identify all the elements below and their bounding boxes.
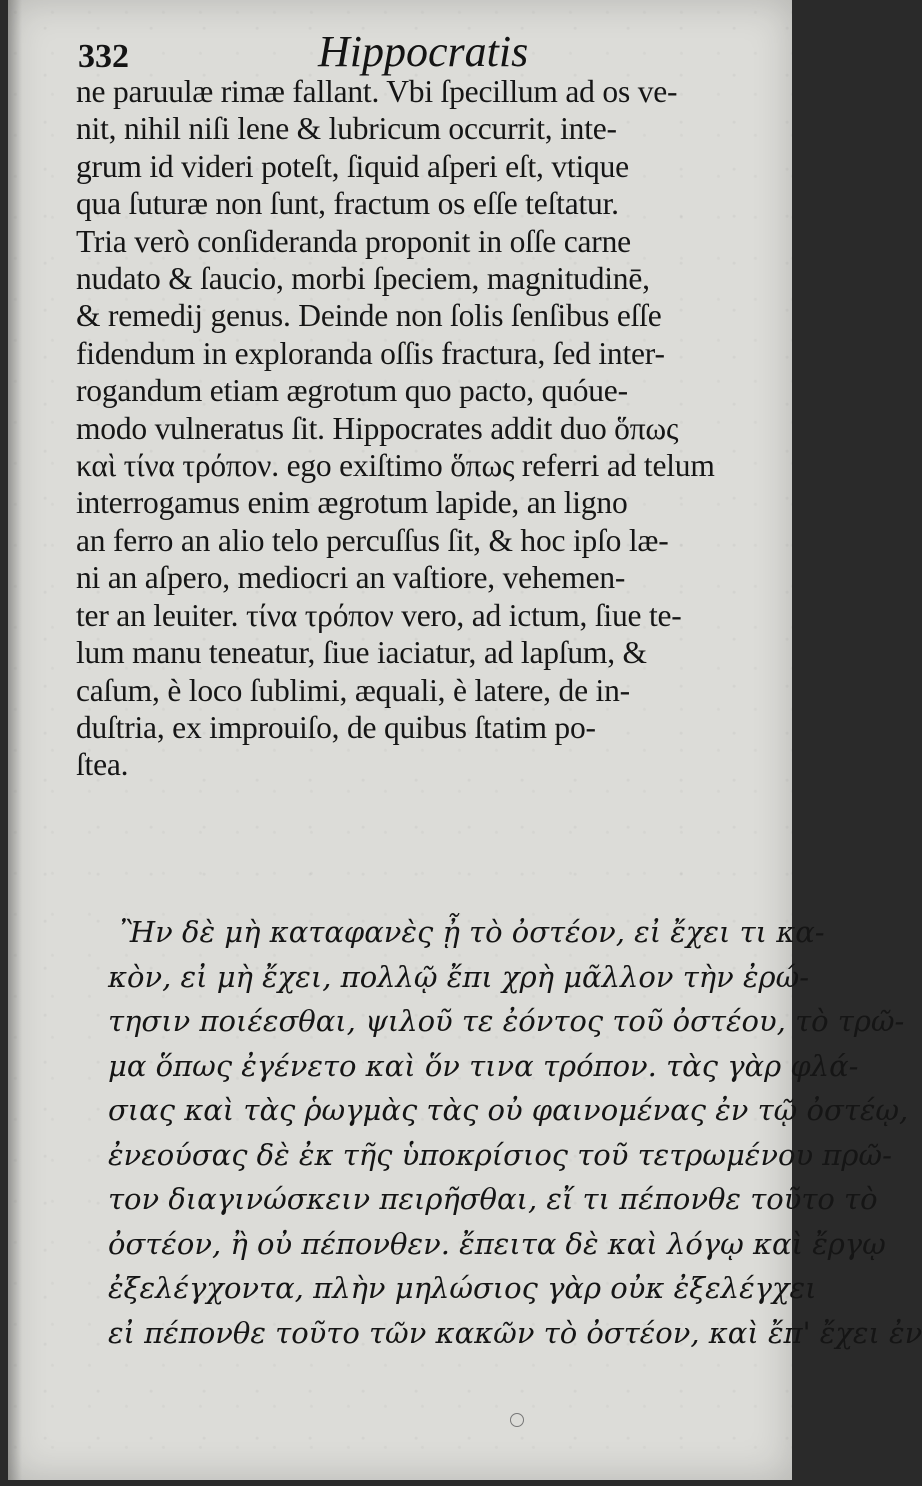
commentary-line: ter an leuiter. τίνα τρόπον vero, ad ictum, ſiue te- <box>76 597 682 633</box>
commentary-line: & remedij genus. Deinde non ſolis ſenſibus eſſe <box>76 298 662 334</box>
greek-line: κὸν, εἰ μὴ ἔχει, πολλῷ ἔπι χρὴ μᾶλλον τὴν ἐρώ- <box>108 959 810 994</box>
paper-blemish-mark <box>510 1413 524 1427</box>
page-header <box>8 18 792 78</box>
greek-line: ἐξελέγχοντα, πλὴν μηλώσιος γὰρ οὐκ ἐξελέγχει <box>108 1271 817 1305</box>
commentary-line: lum manu teneatur, ſiue iaciatur, ad lapſum, & <box>76 635 647 671</box>
binding-shadow <box>8 0 22 1480</box>
greek-line: ὀστέον, ἢ οὐ πέπονθεν. ἔπειτα δὲ καὶ λόγῳ καὶ ἔργῳ <box>108 1226 886 1261</box>
greek-line: τησιν ποιέεσθαι, ψιλοῦ τε ἐόντος τοῦ ὀστέου, τὸ τρῶ- <box>108 1004 905 1038</box>
commentary-line: caſum, è loco ſublimi, æquali, è latere, de in- <box>76 672 630 708</box>
commentary-line: nit, nihil niſi lene & lubricum occurrit, inte- <box>76 111 617 147</box>
greek-line: Ἢν δὲ μὴ καταφανὲς ᾖ τὸ ὀστέον, εἰ ἔχει τι κα- <box>120 915 825 949</box>
commentary-line: qua ſuturæ non ſunt, fractum os eſſe teſtatur. <box>76 186 619 222</box>
greek-line: εἰ πέπονθε τοῦτο τῶν κακῶν τὸ ὀστέον, καὶ ἔπ' ἔχει ἐν <box>108 1315 922 1350</box>
page-number: 332 <box>78 38 129 75</box>
commentary-line: ſtea. <box>76 747 129 783</box>
commentary-line: duſtria, ex improuiſo, de quibus ſtatim po- <box>76 709 596 745</box>
commentary-line: ne paruulæ rimæ fallant. Vbi ſpecillum ad os ve- <box>76 74 678 109</box>
commentary-line: ni an aſpero, mediocri an vaſtiore, vehemen- <box>76 560 626 596</box>
greek-line: μα ὅπως ἐγένετο καὶ ὅν τινα τρόπον. τὰς γὰρ φλά- <box>108 1048 859 1083</box>
commentary-line: an ferro an alio telo percuſſus ſit, & hoc ipſo læ- <box>76 522 669 558</box>
commentary-line: καὶ τίνα τρόπον. ego exiſtimo ὅπως referri ad telum <box>76 448 715 484</box>
commentary-line: rogandum etiam ægrotum quo pacto, quóue- <box>76 373 628 409</box>
commentary-line: grum id videri poteſt, ſiquid aſperi eſt, vtique <box>76 148 629 184</box>
greek-line: ἐνεούσας δὲ ἐκ τῆς ὑποκρίσιος τοῦ τετρωμένου πρῶ- <box>108 1137 892 1172</box>
greek-line: σιας καὶ τὰς ῥωγμὰς τὰς οὐ φαινομένας ἐν τῷ ὀστέῳ, <box>108 1093 909 1127</box>
greek-line: τον διαγινώσκειν πειρῆσθαι, εἴ τι πέπονθε τοῦτο τὸ <box>108 1182 878 1216</box>
commentary-line: interrogamus enim ægrotum lapide, an ligno <box>76 485 628 521</box>
commentary-line: Tria verò conſideranda proponit in oſſe carne <box>76 223 631 259</box>
commentary-line: fidendum in exploranda oſſis fractura, ſed inter- <box>76 335 665 371</box>
latin-commentary <box>76 73 741 784</box>
commentary-line: nudato & ſaucio, morbi ſpeciem, magnitudinē, <box>76 261 650 297</box>
running-title: Hippocratis <box>318 27 529 76</box>
greek-source-text <box>108 910 922 1355</box>
book-page <box>8 0 922 1480</box>
commentary-line: modo vulneratus ſit. Hippocrates addit duo ὅπως <box>76 410 679 446</box>
